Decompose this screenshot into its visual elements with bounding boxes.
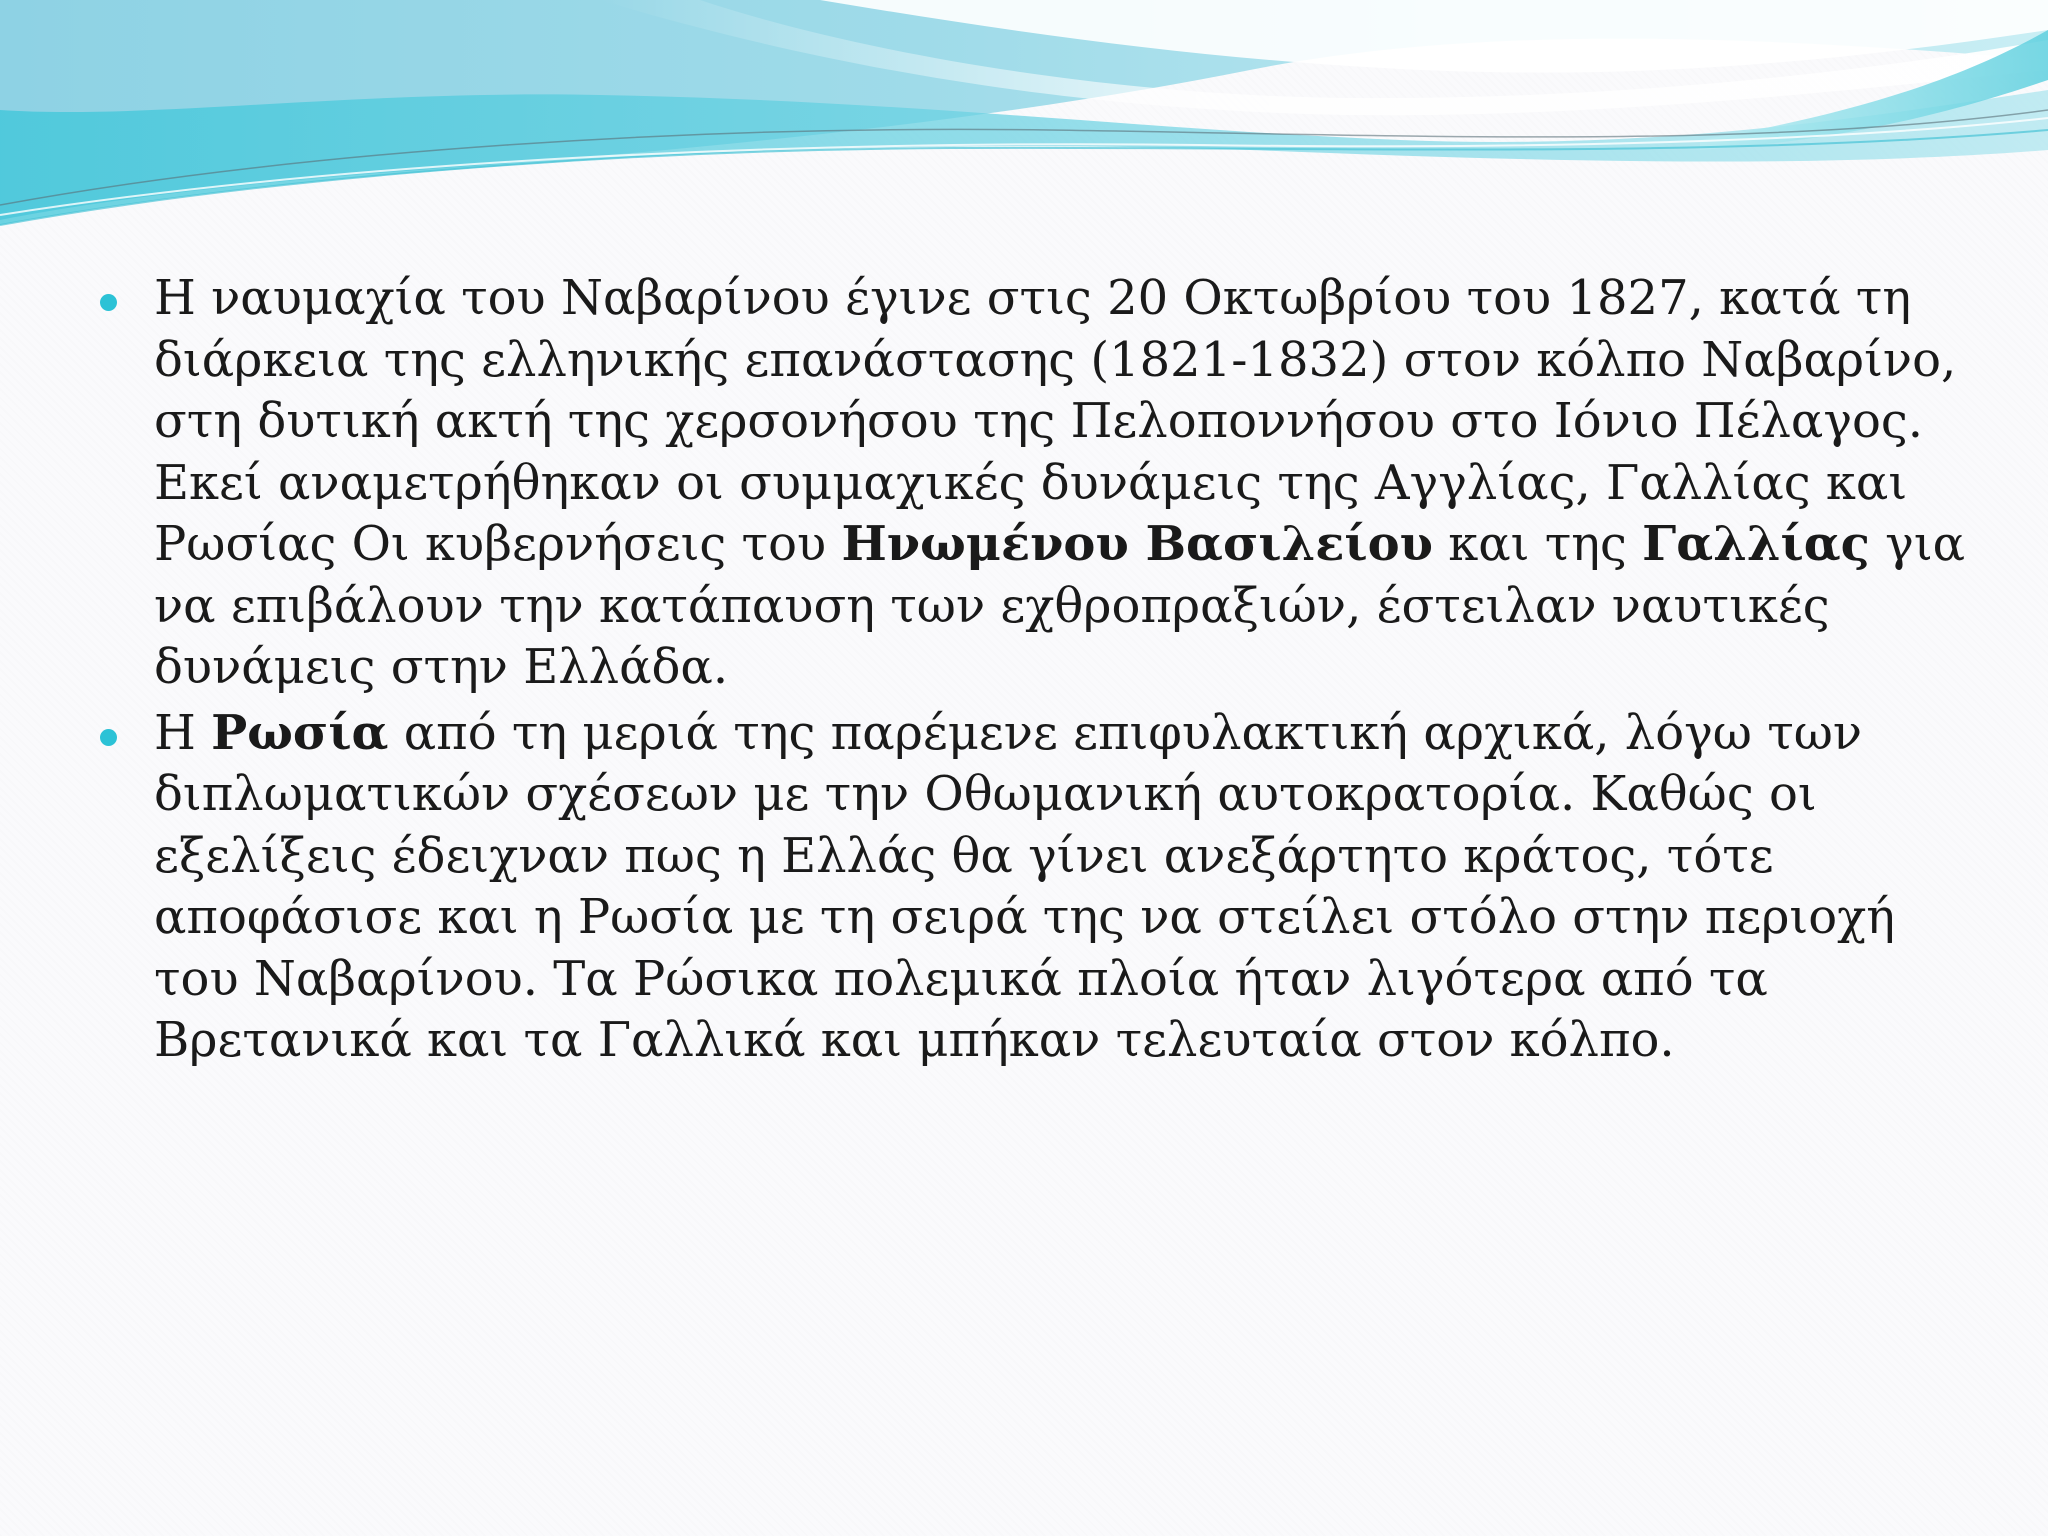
bullet-text: Η ναυμαχία του Ναβαρίνου έγινε στις 20 Οκτωβρίου του 1827, κατά τη διάρκεια της ελληνικής επανάστασης (1821-1832) στον κόλπο Ναβαρίνο, στη δυτική ακτή της χερσονήσου της Πελοποννήσου στο Ιόνιο Πέλαγος. Εκεί αναμετρήθηκαν οι συμμαχικές δυνάμεις της Αγγλίας, Γαλλίας και Ρωσίας Οι κυβερνήσεις του Ηνωμένου Βασιλείου και της Γαλλίας για να επιβάλουν την κατάπαυση των εχθροπραξιών, έστειλαν ναυτικές δυνάμεις στην Ελλάδα.: [154, 270, 1966, 695]
bullet-icon: [100, 729, 117, 746]
bullet-text: Η Ρωσία από τη μεριά της παρέμενε επιφυλακτική αρχικά, λόγω των διπλωματικών σχέσεων με την Οθωμανική αυτοκρατορία. Καθώς οι εξελίξεις έδειχναν πως η Ελλάς θα γίνει ανεξάρτητο κράτος, τότε αποφάσισε και η Ρωσία με τη σειρά της να στείλει στόλο στην περιοχή του Ναβαρίνου. Τα Ρώσικα πολεμικά πλοία ήταν λιγότερα από τα Βρετανικά και τα Γαλλικά και μπήκαν τελευταία στον κόλπο.: [154, 704, 1895, 1068]
wave-header-decoration: [0, 0, 2048, 240]
bullet-icon: [100, 294, 117, 311]
wave-mid: [0, 90, 2048, 225]
bullet-item: [96, 268, 1976, 699]
bullet-item: [96, 703, 1976, 1072]
slide-content: [96, 268, 1976, 1076]
bullet-list: [96, 268, 1976, 1072]
